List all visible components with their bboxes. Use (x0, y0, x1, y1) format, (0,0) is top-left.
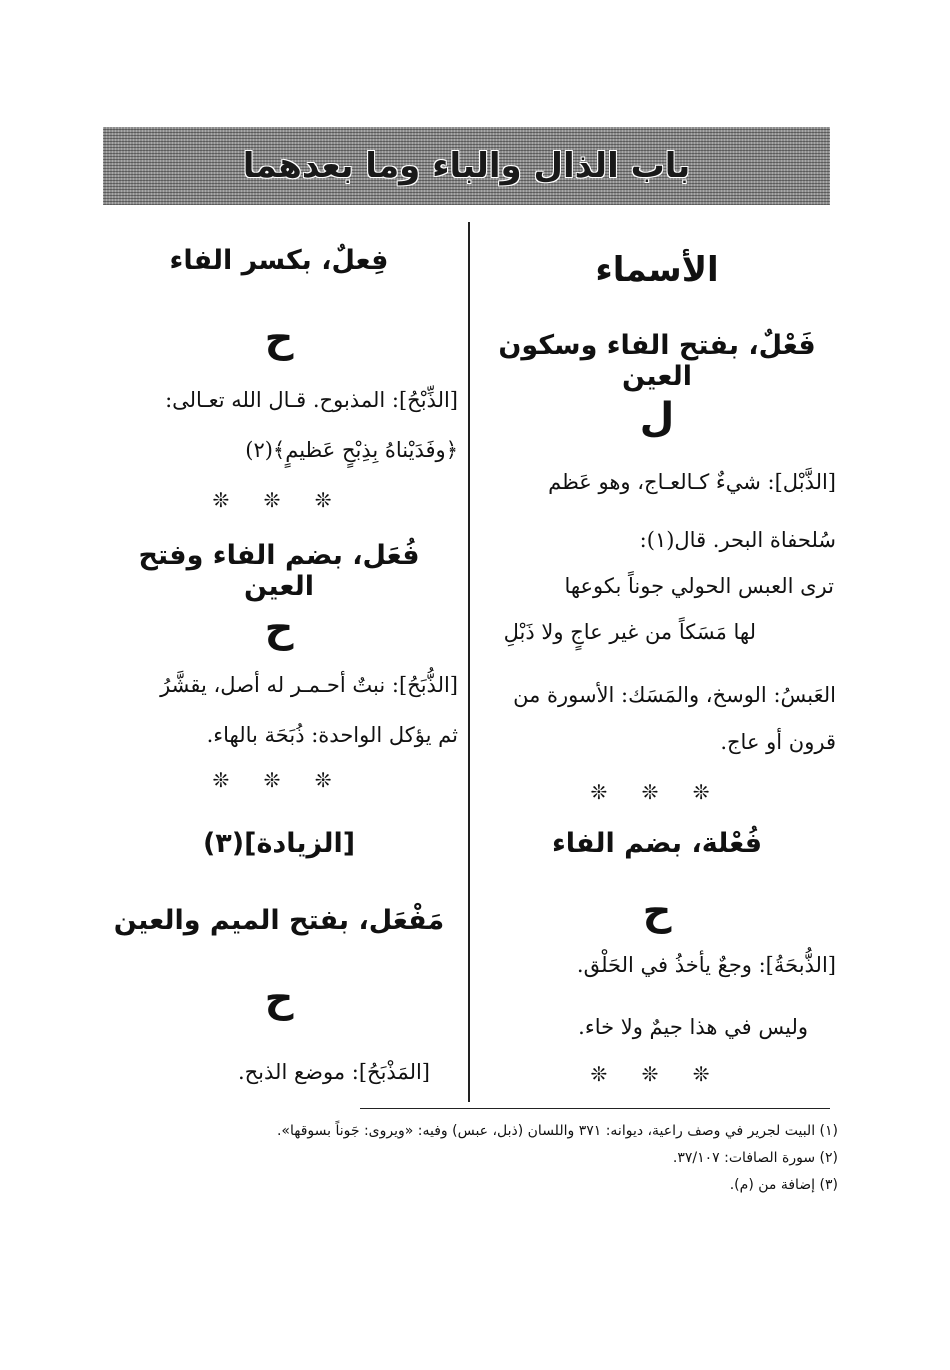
footnote: (٢) سورة الصافات: ٣٧/١٠٧. (672, 1150, 838, 1166)
column-divider (468, 222, 470, 1102)
pattern-heading: فَعْلٌ، بفتح الفاء وسكون العين (498, 330, 816, 392)
separator-stars: ❊ ❊ ❊ (212, 768, 346, 792)
separator-stars: ❊ ❊ ❊ (590, 1062, 724, 1086)
entry-line: [الذُّبَحُ]: نبتٌ أحـمـر له أصل، يقشَّرُ (160, 673, 458, 697)
root-letter: ح (264, 315, 294, 361)
section-title: الأسماء (595, 250, 719, 290)
pattern-heading: فُعَل، بضم الفاء وفتح العين (138, 540, 420, 602)
footnote-rule (360, 1108, 830, 1109)
entry-line: ثم يؤكل الواحدة: ذُبَحَة بالهاء. (206, 723, 458, 747)
pattern-heading: فِعلٌ، بكسر الفاء (169, 245, 389, 276)
root-letter: ل (639, 395, 675, 441)
footnotes (100, 1118, 838, 1199)
pattern-heading: مَفْعَل، بفتح الميم والعين (113, 905, 445, 936)
footnote: (٣) إضافة من (م). (729, 1177, 838, 1193)
entry-line: العَبسُ: الوسخ، والمَسَك: الأسورة من (513, 683, 836, 707)
separator-stars: ❊ ❊ ❊ (590, 780, 724, 804)
separator-stars: ❊ ❊ ❊ (212, 488, 346, 512)
quran-verse: ﴿وفَدَيْناهُ بِذِبْحٍ عَظيمٍ﴾(٢) (245, 438, 458, 462)
root-letter: ح (264, 975, 294, 1021)
chapter-banner (103, 127, 830, 205)
entry-line: [المَذْبَحُ]: موضع الذبح. (237, 1060, 430, 1084)
verse-line: ترى العبس الحولي جوناً بكوعها (564, 574, 834, 598)
entry-line: [الذُّبحَةُ]: وجعٌ يأخذُ في الحَلْق. (576, 953, 836, 977)
chapter-title: باب الذال والباء وما بعدهما (242, 146, 691, 186)
entry-line: وليس في هذا جيمٌ ولا خاء. (578, 1015, 808, 1039)
pattern-heading: فُعْلة، بضم الفاء (551, 828, 763, 859)
entry-line: [الذِّبْحُ]: المذبوح. قـال الله تعـالى: (165, 388, 458, 412)
footnote: (١) البيت لجرير في وصف راعية، ديوانه: ٣٧١ واللسان (ذبل، عبس) وفيه: «ويروى: جَوناً بسوقها». (276, 1123, 838, 1139)
root-letter: ح (642, 888, 672, 934)
entry-line: [الذَّبْل]: شيءٌ كـالعـاج، وهو عَظم (548, 470, 836, 494)
verse-line: لها مَسَكاً من غير عاجٍ ولا ذَبْلِ (503, 620, 756, 644)
entry-line: قرون أو عاج. (720, 730, 836, 754)
entry-line: سُلحفاة البحر. قال(١): (639, 528, 836, 552)
root-letter: ح (264, 605, 294, 651)
section-title: [الزيادة](٣) (202, 828, 356, 859)
